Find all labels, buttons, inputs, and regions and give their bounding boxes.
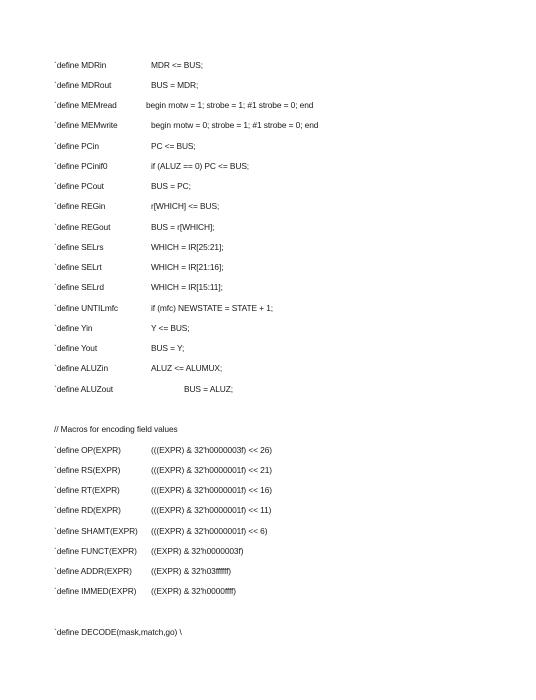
define-name: `define UNTILmfc <box>54 303 119 313</box>
section-comment: // Macros for encoding field values <box>54 424 178 434</box>
macro-body: ((EXPR) & 32'h0000003f) <box>151 546 244 556</box>
define-body: Y <= BUS; <box>151 323 190 333</box>
macro-body: ((EXPR) & 32'h0000ffff) <box>151 586 236 596</box>
define-name: `define Yin <box>54 323 93 333</box>
macro-name: `define RS(EXPR) <box>54 465 121 475</box>
define-body: r[WHICH] <= BUS; <box>151 201 220 211</box>
define-name: `define REGin <box>54 201 106 211</box>
define-name: `define MEMwrite <box>54 120 118 130</box>
macro-body: (((EXPR) & 32'h0000003f) << 26) <box>151 445 272 455</box>
define-body: BUS = ALUZ; <box>184 384 233 394</box>
define-body: WHICH = IR[15:11]; <box>151 282 223 292</box>
macro-name: `define RD(EXPR) <box>54 505 121 515</box>
define-name: `define ALUZout <box>54 384 114 394</box>
define-body: if (ALUZ == 0) PC <= BUS; <box>151 161 250 171</box>
macro-body: (((EXPR) & 32'h0000001f) << 11) <box>151 505 272 515</box>
macro-body: (((EXPR) & 32'h0000001f) << 16) <box>151 485 272 495</box>
macro-body: ((EXPR) & 32'h03ffffff) <box>151 566 231 576</box>
define-name: `define ALUZin <box>54 363 108 373</box>
macro-body: (((EXPR) & 32'h0000001f) << 21) <box>151 465 272 475</box>
define-name: `define MEMread <box>54 100 117 110</box>
define-body: ALUZ <= ALUMUX; <box>151 363 223 373</box>
define-name: `define MDRin <box>54 60 107 70</box>
define-body: if (mfc) NEWSTATE = STATE + 1; <box>151 303 274 313</box>
define-body: begin rnotw = 0; strobe = 1; #1 strobe = 0; end <box>151 120 319 130</box>
macro-body: (((EXPR) & 32'h0000001f) << 6) <box>151 526 268 536</box>
define-body: PC <= BUS; <box>151 141 196 151</box>
define-name: `define PCout <box>54 181 104 191</box>
define-name: `define SELrt <box>54 262 102 272</box>
define-name: `define PCin <box>54 141 99 151</box>
macro-name: `define SHAMT(EXPR) <box>54 526 138 536</box>
define-name: `define PCinif0 <box>54 161 108 171</box>
define-name: `define SELrs <box>54 242 104 252</box>
define-name: `define REGout <box>54 222 111 232</box>
macro-name: `define ADDR(EXPR) <box>54 566 132 576</box>
macro-name: `define IMMED(EXPR) <box>54 586 137 596</box>
define-name: `define SELrd <box>54 282 104 292</box>
define-name: `define MDRout <box>54 80 112 90</box>
macro-name: `define RT(EXPR) <box>54 485 120 495</box>
define-body: BUS = MDR; <box>151 80 199 90</box>
define-body: MDR <= BUS; <box>151 60 203 70</box>
define-body: WHICH = IR[21:16]; <box>151 262 224 272</box>
macro-name: `define FUNCT(EXPR) <box>54 546 137 556</box>
define-body: BUS = Y; <box>151 343 185 353</box>
define-body: BUS = r[WHICH]; <box>151 222 215 232</box>
define-body: begin rnotw = 1; strobe = 1; #1 strobe = 0; end <box>146 100 314 110</box>
define-name: `define Yout <box>54 343 98 353</box>
define-body: WHICH = IR[25:21]; <box>151 242 224 252</box>
macro-name: `define OP(EXPR) <box>54 445 121 455</box>
define-body: BUS = PC; <box>151 181 191 191</box>
decode-macro-line: `define DECODE(mask,match,go) \ <box>54 627 182 637</box>
